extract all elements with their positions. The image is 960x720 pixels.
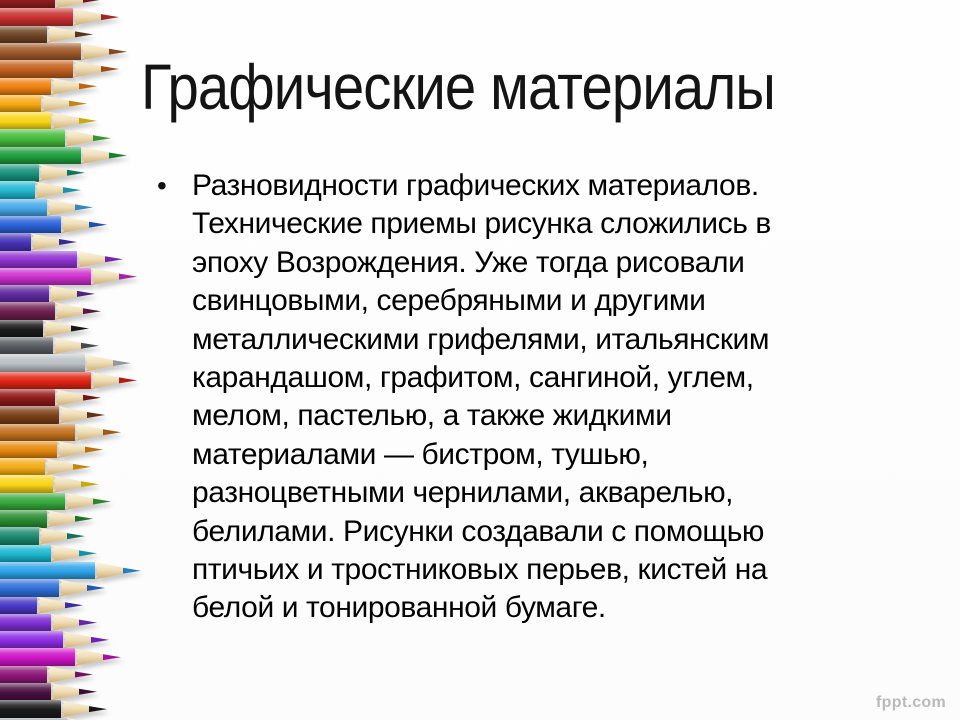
text-line: белилами. Рисунки создавали с помощью <box>192 514 765 548</box>
pencil <box>0 441 102 459</box>
text-line: материалами — бистром, тушью, <box>192 437 649 471</box>
pencil <box>0 372 136 390</box>
pencil <box>0 458 90 476</box>
pencil <box>0 648 120 666</box>
pencil <box>0 545 96 563</box>
pencil <box>0 337 98 355</box>
text-line: мелом, пастелью, а также жидкими <box>192 399 672 433</box>
pencil <box>0 129 110 147</box>
pencil <box>0 597 82 615</box>
pencil <box>0 354 130 372</box>
slide-title: Графические материалы <box>141 51 775 123</box>
text-line: Технические приемы рисунка сложились в <box>192 207 771 241</box>
pencil <box>0 78 96 96</box>
pencil <box>0 268 136 286</box>
pencil <box>0 614 96 632</box>
bullet-point-icon: • <box>157 170 167 201</box>
pencil <box>0 0 100 9</box>
pencil <box>0 666 92 684</box>
pencil <box>0 493 110 511</box>
pencil <box>0 95 86 113</box>
pencil <box>0 562 140 580</box>
text-line: птичьих и тростниковых перьев, кистей на <box>192 552 768 586</box>
pencil <box>0 216 106 234</box>
pencil <box>0 475 98 493</box>
pencil <box>0 631 108 649</box>
pencil <box>0 199 92 217</box>
text-line: Разновидности графических материалов. <box>192 169 759 202</box>
pencil <box>0 302 100 320</box>
pencil <box>0 527 84 545</box>
pencil <box>0 60 118 78</box>
fppt-watermark: fppt.com <box>876 694 946 711</box>
pencil <box>0 320 88 338</box>
pencil <box>0 112 96 130</box>
text-line: эпоху Возрождения. Уже тогда рисовали <box>192 245 745 279</box>
text-line: белой и тонированной бумаге. <box>192 591 606 625</box>
pencil <box>0 579 104 597</box>
pencil <box>0 510 92 528</box>
pencil <box>0 233 76 251</box>
pencil <box>0 8 118 26</box>
text-line: карандашом, графитом, сангиной, углем, <box>192 360 754 394</box>
text-line: разноцветными чернилами, акварелью, <box>192 476 734 510</box>
pencil <box>0 406 104 424</box>
text-line: металлическими грифелями, итальянским <box>192 322 770 356</box>
pencil <box>0 26 92 44</box>
pencil <box>0 285 94 303</box>
pencil <box>0 424 120 442</box>
pencil <box>0 164 84 182</box>
pencil <box>0 683 96 701</box>
pencil <box>0 251 122 269</box>
slide-body-lines <box>192 167 852 628</box>
pencil <box>0 147 126 165</box>
text-line: свинцовыми, серебряными и другими <box>192 284 706 318</box>
pencil <box>0 43 126 61</box>
pencil <box>0 389 100 407</box>
pencil <box>0 181 80 199</box>
pencil <box>0 700 106 718</box>
